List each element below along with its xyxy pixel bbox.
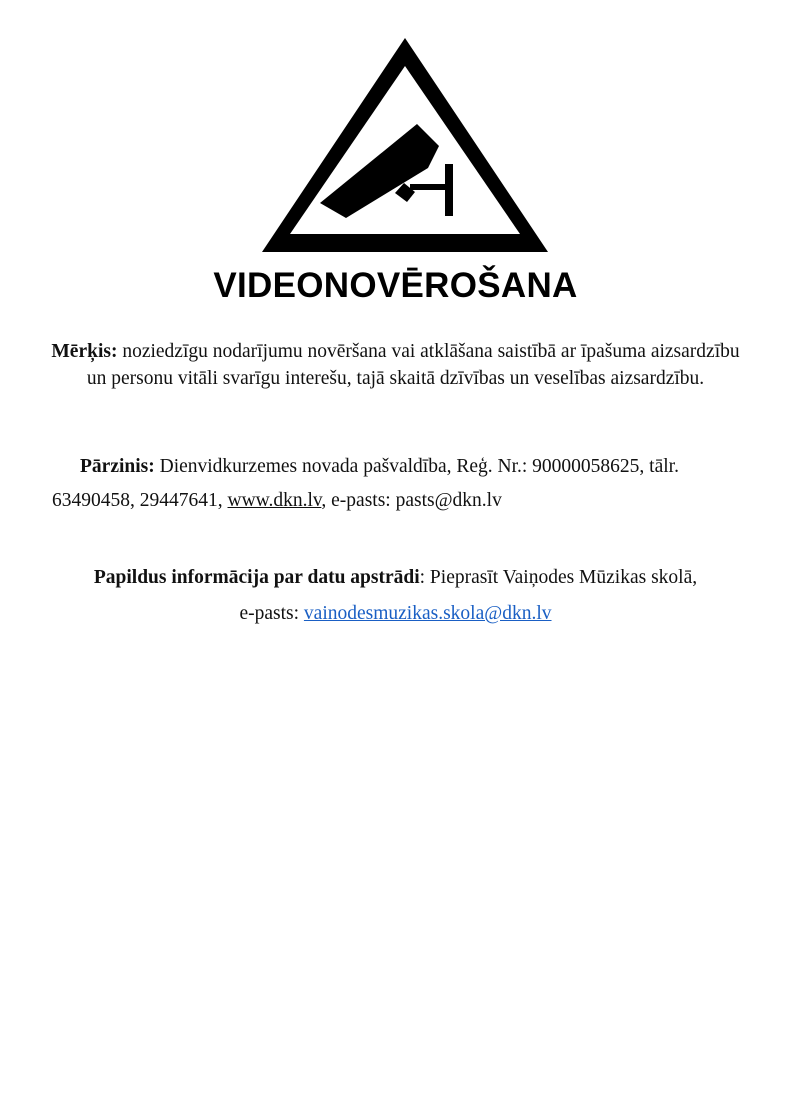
page-title: VIDEONOVĒROŠANA (213, 266, 578, 305)
more-info-paragraph (0, 560, 791, 632)
controller-text: Dienvidkurzemes novada pašvaldība, Reģ. Nr.: 90000058625, tālr. (154, 456, 679, 477)
purpose-paragraph (40, 339, 751, 392)
website-link[interactable]: www.dkn.lv (227, 490, 322, 511)
more-info-text: : Pieprasīt Vaiņodes Mūzikas skolā, (419, 567, 698, 588)
controller-phones: 63490458, 29447641, (52, 490, 228, 511)
more-info-email-label: e-pasts: (239, 603, 304, 624)
cctv-camera-warning-icon (262, 38, 548, 252)
purpose-label: Mērķis: (51, 341, 118, 362)
controller-email: , e-pasts: pasts@dkn.lv (321, 490, 502, 511)
purpose-text: noziedzīgu nodarījumu novēršana vai atklāšana saistībā ar īpašuma aizsardzību un personu vitāli svarīgu interešu, tajā skaitā dzīvības un veselības aizsardzību. (86, 341, 740, 389)
more-info-label: Papildus informācija par datu apstrādi (93, 567, 420, 588)
controller-label: Pārzinis: (80, 456, 155, 477)
controller-paragraph (52, 450, 752, 518)
school-email-link[interactable]: vainodesmuzikas.skola@dkn.lv (303, 603, 552, 624)
